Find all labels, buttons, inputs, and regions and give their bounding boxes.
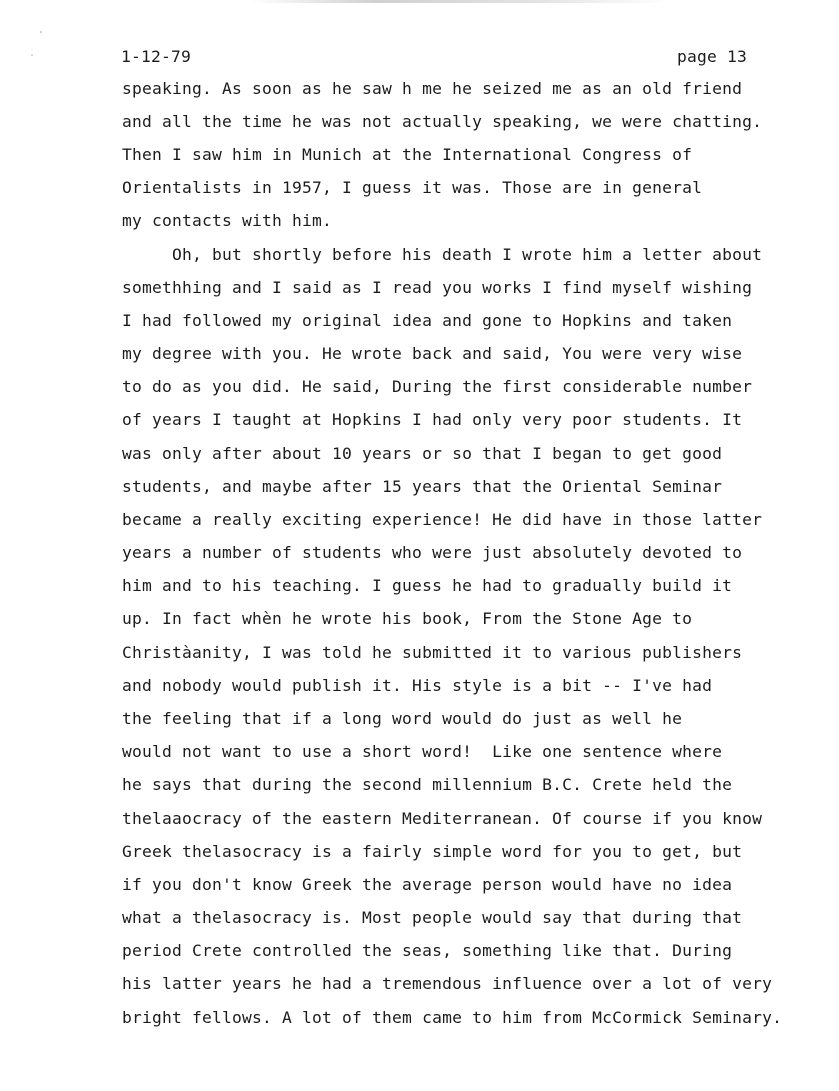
text-line: Greek thelasocracy is a fairly simple word for you to get, but — [122, 842, 743, 861]
text-line: period Crete controlled the seas, something like that. During — [122, 941, 733, 960]
text-line: Christàanity, I was told he submitted it to various publishers — [122, 643, 743, 662]
scan-edge-mark — [250, 0, 670, 3]
text-line: students, and maybe after 15 years that the Oriental Seminar — [122, 477, 723, 496]
text-line: and all the time he was not actually speaking, we were chatting. — [122, 112, 763, 131]
text-line: and nobody would publish it. His style is a bit -- I've had — [122, 676, 713, 695]
text-line: bright fellows. A lot of them came to him from McCormick Seminary. — [122, 1008, 783, 1027]
text-line: years a number of students who were just absolutely devoted to — [122, 543, 743, 562]
text-line: became a really exciting experience! He did have in those latter — [122, 510, 763, 529]
paragraph-first-line: Oh, but shortly before his death I wrote him a letter about — [172, 245, 763, 264]
text-line: my contacts with him. — [122, 211, 333, 230]
text-line: what a thelasocracy is. Most people would say that during that — [122, 908, 743, 927]
text-line: his latter years he had a tremendous influence over a lot of very — [122, 974, 773, 993]
document-date: 1-12-79 — [121, 47, 192, 66]
text-line: would not want to use a short word! Like one sentence where — [122, 742, 723, 761]
text-line: thelaaocracy of the eastern Mediterranean. Of course if you know — [122, 809, 763, 828]
page-number: page 13 — [677, 47, 748, 66]
text-line: was only after about 10 years or so that I began to get good — [122, 444, 723, 463]
text-line: if you don't know Greek the average person would have no idea — [122, 875, 733, 894]
text-line: somethhing and I said as I read you works I find myself wishing — [122, 278, 753, 297]
text-line: Then I saw him in Munich at the International Congress of — [122, 145, 693, 164]
text-line: him and to his teaching. I guess he had to gradually build it — [122, 576, 733, 595]
text-line: the feeling that if a long word would do just as well he — [122, 709, 683, 728]
text-line: I had followed my original idea and gone to Hopkins and taken — [122, 311, 733, 330]
text-line: up. In fact whèn he wrote his book, From the Stone Age to — [122, 609, 693, 628]
text-line: of years I taught at Hopkins I had only very poor students. It — [122, 410, 743, 429]
scan-specks — [30, 30, 44, 60]
text-line: my degree with you. He wrote back and said, You were very wise — [122, 344, 743, 363]
text-line: speaking. As soon as he saw h me he seized me as an old friend — [122, 79, 743, 98]
text-line: he says that during the second millennium B.C. Crete held the — [122, 775, 733, 794]
text-line: to do as you did. He said, During the first considerable number — [122, 377, 753, 396]
text-line: Orientalists in 1957, I guess it was. Those are in general — [122, 178, 703, 197]
